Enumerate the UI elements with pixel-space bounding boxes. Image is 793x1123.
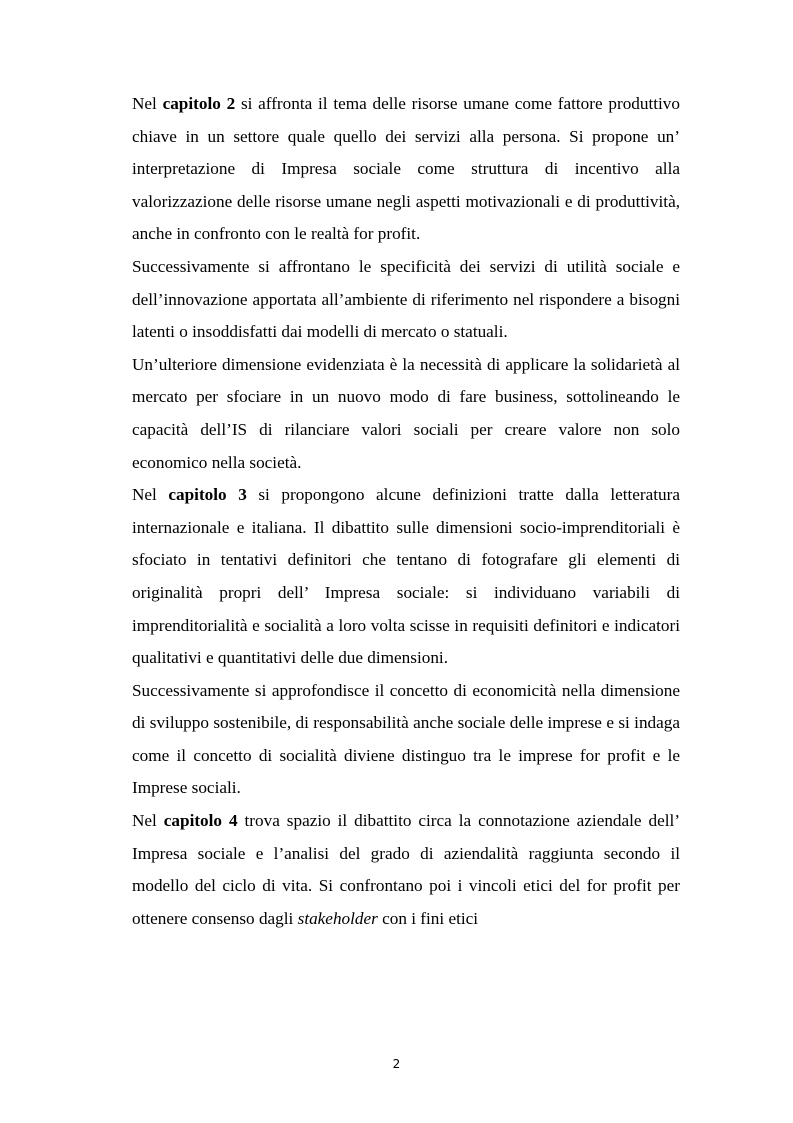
italic-term: stakeholder <box>297 908 378 928</box>
text-run: si propongono alcune definizioni tratte dalla letteratura internazionale e italiana. Il dibattito sulle dimensioni socio-imprenditoriali è sfociato in tentativi definitori che tentano di fotografare gli elementi di originalità propri dell’ Impresa sociale: si individuano variabili di imprenditorialità e socialità a loro volta scisse in requisiti definitori e indicatori qualitativi e quantitativi delle due dimensioni. <box>132 485 680 668</box>
text-run: trova spazio il dibattito circa la connotazione aziendale dell’ Impresa sociale e l’analisi del grado di aziendalità raggiunta secondo il modello del ciclo di vita. Si confrontano poi i vincoli etici del for profit per ottenere consenso dagli <box>132 811 680 928</box>
document-body <box>132 88 680 935</box>
text-run: con i fini etici <box>377 908 479 928</box>
paragraph-chapter-4 <box>132 805 680 935</box>
chapter-heading-inline: capitolo 3 <box>168 485 247 505</box>
chapter-heading-inline: capitolo 4 <box>163 811 238 831</box>
text-run: Un’ulteriore dimensione evidenziata è la necessità di applicare la solidarietà al mercato per sfociare in un nuovo modo di fare business, sottolineando le capacità dell’IS di rilanciare valori sociali per creare valore non solo economico nella società. <box>132 354 680 472</box>
paragraph-chapter-2 <box>132 88 680 251</box>
text-run: Successivamente si affrontano le specificità dei servizi di utilità sociale e dell’innovazione apportata all’ambiente di riferimento nel rispondere a bisogni latenti o insoddisfatti dai modelli di mercato o statuali. <box>132 256 680 342</box>
page-number: 2 <box>392 1057 401 1071</box>
text-run: Successivamente si approfondisce il concetto di economicità nella dimensione di sviluppo sostenibile, di responsabilità anche sociale delle imprese e si indaga come il concetto di socialità diviene distinguo tra le imprese for profit e le Imprese sociali. <box>132 680 680 798</box>
paragraph-chapter-3 <box>132 479 680 675</box>
paragraph-further-dimension <box>132 349 680 479</box>
chapter-heading-inline: capitolo 2 <box>162 94 236 113</box>
paragraph-economicity <box>132 675 680 805</box>
text-run: Nel <box>132 485 169 505</box>
text-run: Nel <box>132 811 164 831</box>
paragraph-specificity <box>132 251 680 349</box>
text-run: si affronta il tema delle risorse umane come fattore produttivo chiave in un settore quale quello dei servizi alla persona. Si propone un’ interpretazione di Impresa sociale come struttura di incentivo alla valorizzazione delle risorse umane negli aspetti motivazionali e di produttività, anche in confronto con le realtà for profit. <box>132 94 680 244</box>
text-run: Nel <box>132 94 163 113</box>
